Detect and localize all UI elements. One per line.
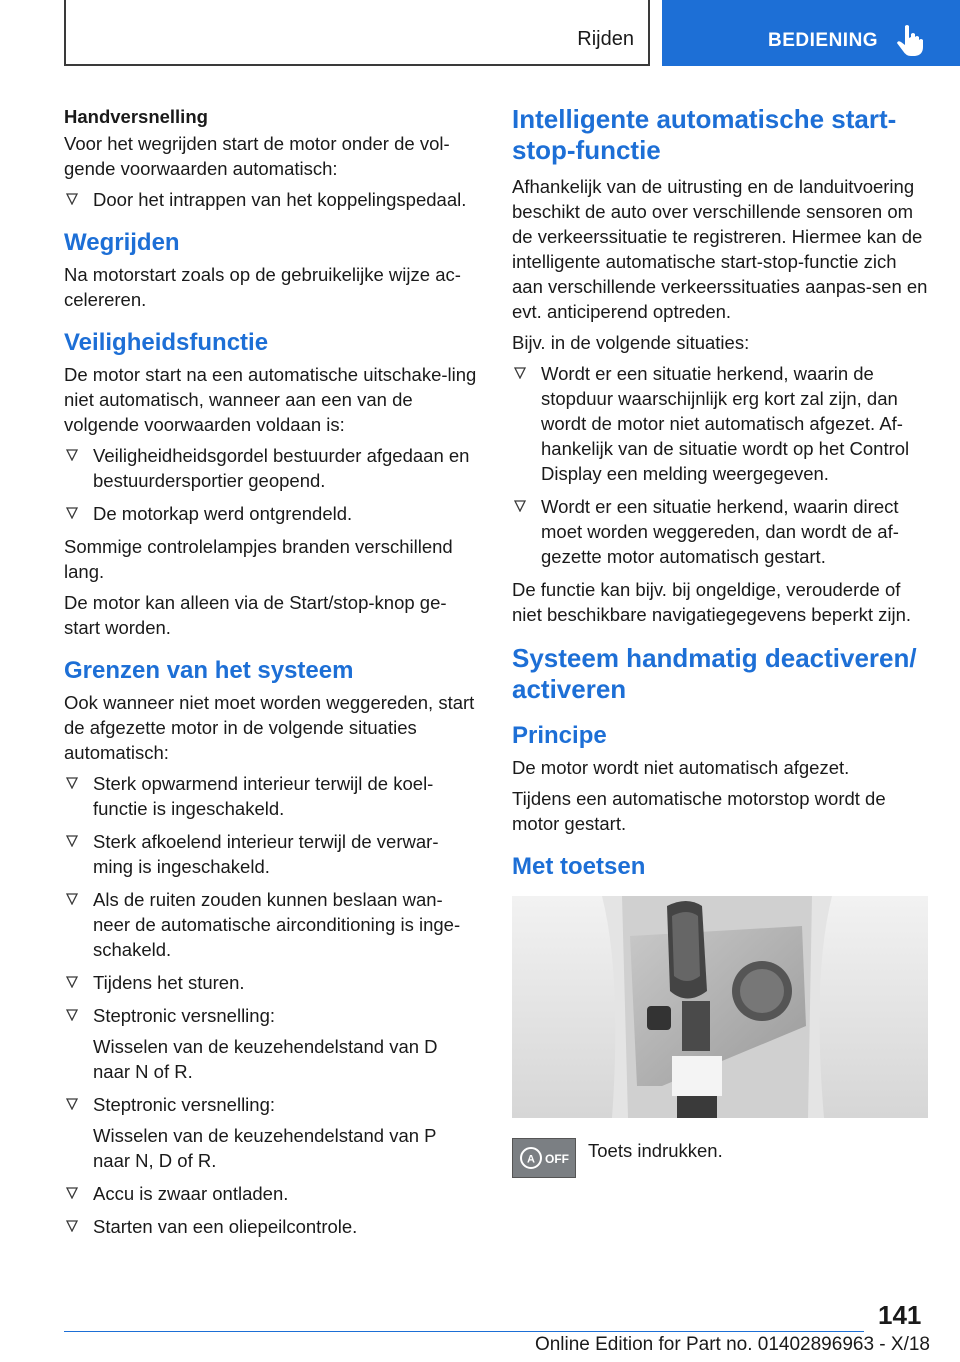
list-item: Starten van een oliepeilcontrole.: [64, 1214, 478, 1239]
list-item: Wordt er een situatie herkend, waarin direct moet worden weggereden, dan wordt de af-gezette motor automatisch gestart.: [512, 494, 928, 569]
triangle-bullet-icon: [66, 976, 78, 988]
triangle-bullet-icon: [66, 777, 78, 789]
list-item: Steptronic versnelling: Wisselen van de keuzehendelstand van P naar N, D of R.: [64, 1092, 478, 1173]
svg-text:A: A: [527, 1153, 535, 1166]
veiligheid-title: Veiligheidsfunctie: [64, 329, 269, 356]
handversnelling-title: Handversnelling: [64, 106, 208, 127]
chapter-title: Rijden: [577, 28, 634, 50]
hand-pointer-icon: [896, 24, 924, 56]
triangle-bullet-icon: [514, 367, 526, 379]
triangle-bullet-icon: [66, 507, 78, 519]
footer-edition: Online Edition for Part no. 01402896963 - X/18: [534, 1334, 930, 1355]
svg-text:OFF: OFF: [545, 1152, 569, 1166]
handversnelling-text: Voor het wegrijden start de motor onder de vol-gende voorwaarden automatisch:: [64, 133, 450, 179]
situaties-intro: Bijv. in de volgende situaties:: [512, 332, 750, 353]
deactiveren-title: Systeem handmatig deactiveren/ activeren: [512, 643, 917, 704]
grenzen-list: [64, 771, 478, 1239]
triangle-bullet-icon: [66, 1220, 78, 1232]
list-item: Tijdens het sturen.: [64, 970, 478, 995]
principe-title: Principe: [512, 722, 607, 749]
page-number: 141: [878, 1300, 922, 1330]
veiligheid-list: [64, 443, 478, 526]
center-console-photo: [512, 896, 928, 1118]
triangle-bullet-icon: [66, 449, 78, 461]
handversnelling-list: [64, 187, 478, 212]
triangle-bullet-icon: [66, 1009, 78, 1021]
list-item: Veiligheidheidsgordel bestuurder afgedaan en bestuurdersportier geopend.: [64, 443, 478, 493]
auto-start-stop-off-icon: [512, 1138, 576, 1178]
toets-row: [512, 1138, 928, 1180]
intelligent-text: Afhankelijk van de uitrusting en de landuitvoering beschikt de auto over verschillende sensoren om de verkeerssituatie te registreren. Hiermee kan de intelligente automatische start-stop-functie zich aan verschillende verkeerssituaties aanpas-sen en evt. anticiperend optreden.: [512, 176, 928, 322]
grenzen-text: Ook wanneer niet moet worden weggereden, start de afgezette motor in de volgende situaties automatisch:: [64, 692, 475, 763]
footer-divider: [64, 1331, 864, 1332]
list-item: Door het intrappen van het koppelingspedaal.: [64, 187, 478, 212]
right-column: [512, 104, 928, 1180]
toetsen-title: Met toetsen: [512, 853, 646, 880]
principe-text-1: De motor wordt niet automatisch afgezet.: [512, 757, 850, 778]
intelligent-title: Intelligente automatische start-stop-functie: [512, 104, 897, 165]
list-item: Sterk opwarmend interieur terwijl de koel-functie is ingeschakeld.: [64, 771, 478, 821]
toets-text: Toets indrukken.: [588, 1140, 723, 1161]
triangle-bullet-icon: [514, 500, 526, 512]
header-chapter-box: [64, 0, 650, 66]
list-item: Accu is zwaar ontladen.: [64, 1181, 478, 1206]
list-item: Sterk afkoelend interieur terwijl de verwar-ming is ingeschakeld.: [64, 829, 478, 879]
principe-text-2: Tijdens een automatische motorstop wordt de motor gestart.: [512, 788, 886, 834]
list-item: Steptronic versnelling: Wisselen van de keuzehendelstand van D naar N of R.: [64, 1003, 478, 1084]
veiligheid-after-1: Sommige controlelampjes branden verschillend lang.: [64, 536, 453, 582]
section-title: BEDIENING: [768, 30, 879, 51]
center-console-illustration: [512, 896, 928, 1118]
situaties-list: [512, 361, 928, 569]
wegrijden-title: Wegrijden: [64, 229, 180, 256]
triangle-bullet-icon: [66, 193, 78, 205]
veiligheid-text: De motor start na een automatische uitschake-ling niet automatisch, wanneer aan een van de volgende voorwaarden voldaan is:: [64, 364, 477, 435]
triangle-bullet-icon: [66, 1098, 78, 1110]
triangle-bullet-icon: [66, 1187, 78, 1199]
list-item: De motorkap werd ontgrendeld.: [64, 501, 478, 526]
triangle-bullet-icon: [66, 835, 78, 847]
triangle-bullet-icon: [66, 893, 78, 905]
situaties-after: De functie kan bijv. bij ongeldige, verouderde of niet beschikbare navigatiegegevens beperkt zijn.: [512, 579, 912, 625]
header-section-box: [662, 0, 960, 66]
left-column: [64, 104, 478, 1247]
grenzen-title: Grenzen van het systeem: [64, 657, 354, 684]
veiligheid-after-2: De motor kan alleen via de Start/stop-knop ge-start worden.: [64, 592, 447, 638]
list-item: Als de ruiten zouden kunnen beslaan wan-neer de automatische airconditioning is inge-schakeld.: [64, 887, 478, 962]
list-item: Wordt er een situatie herkend, waarin de stopduur waarschijnlijk erg kort zal zijn, dan wordt de motor niet automatisch afgezet. Af-hankelijk van de situatie wordt op het Control Display een melding weergegeven.: [512, 361, 928, 486]
wegrijden-text: Na motorstart zoals op de gebruikelijke wijze ac-celereren.: [64, 264, 461, 310]
